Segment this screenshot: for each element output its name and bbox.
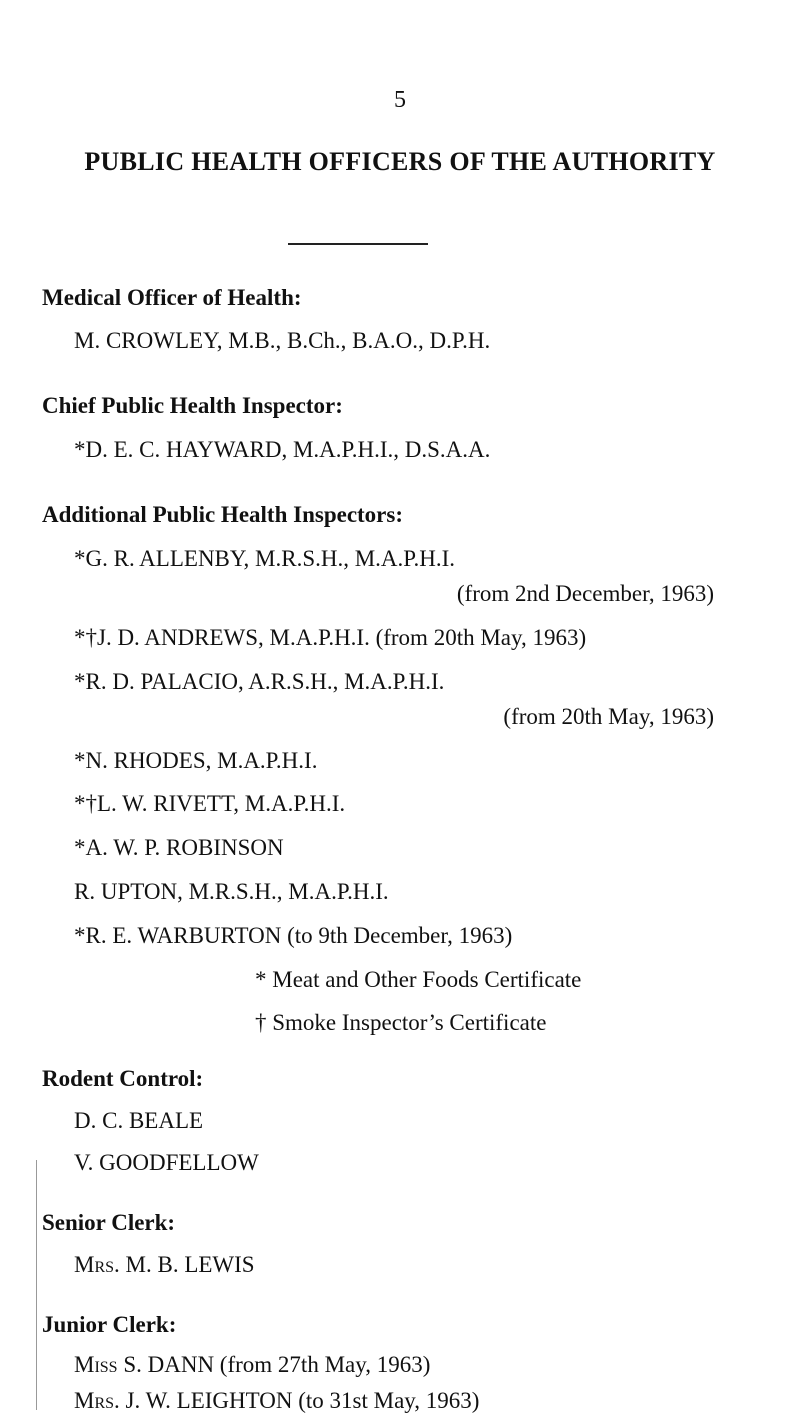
cphi-heading: Chief Public Health Inspector:	[42, 393, 343, 418]
aphi-entry-allenby: *G. R. ALLENBY, M.R.S.H., M.A.P.H.I.	[74, 546, 456, 571]
aphi-heading: Additional Public Health Inspectors:	[42, 502, 404, 527]
scan-margin-line	[36, 1160, 37, 1410]
rodent-heading: Rodent Control:	[42, 1066, 204, 1091]
junior-clerk-heading: Junior Clerk:	[42, 1312, 177, 1337]
page-number: 5	[394, 87, 406, 113]
senior-clerk-heading: Senior Clerk:	[42, 1210, 176, 1235]
rodent-entry-goodfellow: V. GOODFELLOW	[74, 1150, 259, 1175]
senior-clerk-entry	[74, 1250, 255, 1280]
junior-clerk-name: S. DANN (from 27th May, 1963)	[123, 1352, 431, 1377]
junior-clerk-title: Miss	[74, 1352, 118, 1377]
rodent-entry-beale: D. C. BEALE	[74, 1108, 204, 1133]
aphi-entry-palacio: *R. D. PALACIO, A.R.S.H., M.A.P.H.I.	[74, 669, 445, 694]
moh-entry: M. CROWLEY, M.B., B.Ch., B.A.O., D.P.H.	[74, 328, 491, 353]
page-title: PUBLIC HEALTH OFFICERS OF THE AUTHORITY	[84, 147, 716, 176]
aphi-entry-upton: R. UPTON, M.R.S.H., M.A.P.H.I.	[74, 879, 389, 904]
aphi-entry-rivett: *†L. W. RIVETT, M.A.P.H.I.	[74, 791, 346, 816]
junior-clerk-name: J. W. LEIGHTON (to 31st May, 1963)	[125, 1388, 480, 1413]
title-divider	[288, 243, 428, 245]
aphi-entry-andrews: *†J. D. ANDREWS, M.A.P.H.I. (from 20th May, 1963)	[74, 625, 587, 650]
senior-clerk-title: Mrs.	[74, 1252, 120, 1277]
junior-clerk-title: Mrs.	[74, 1388, 120, 1413]
moh-heading: Medical Officer of Health:	[42, 285, 302, 310]
aphi-entry-rhodes: *N. RHODES, M.A.P.H.I.	[74, 748, 318, 773]
aphi-entry-palacio-date: (from 20th May, 1963)	[503, 704, 714, 729]
junior-clerk-entry-leighton	[74, 1386, 479, 1416]
aphi-entry-warburton: *R. E. WARBURTON (to 9th December, 1963)	[74, 923, 513, 948]
aphi-entry-robinson: *A. W. P. ROBINSON	[74, 835, 284, 860]
cphi-entry: *D. E. C. HAYWARD, M.A.P.H.I., D.S.A.A.	[74, 437, 491, 462]
aphi-entry-allenby-date: (from 2nd December, 1963)	[456, 581, 714, 606]
footnote-smoke-certificate: † Smoke Inspector’s Certificate	[255, 1010, 547, 1035]
footnote-meat-certificate: * Meat and Other Foods Certificate	[255, 967, 582, 992]
senior-clerk-name: M. B. LEWIS	[125, 1252, 255, 1277]
junior-clerk-entry-dann	[74, 1350, 430, 1380]
